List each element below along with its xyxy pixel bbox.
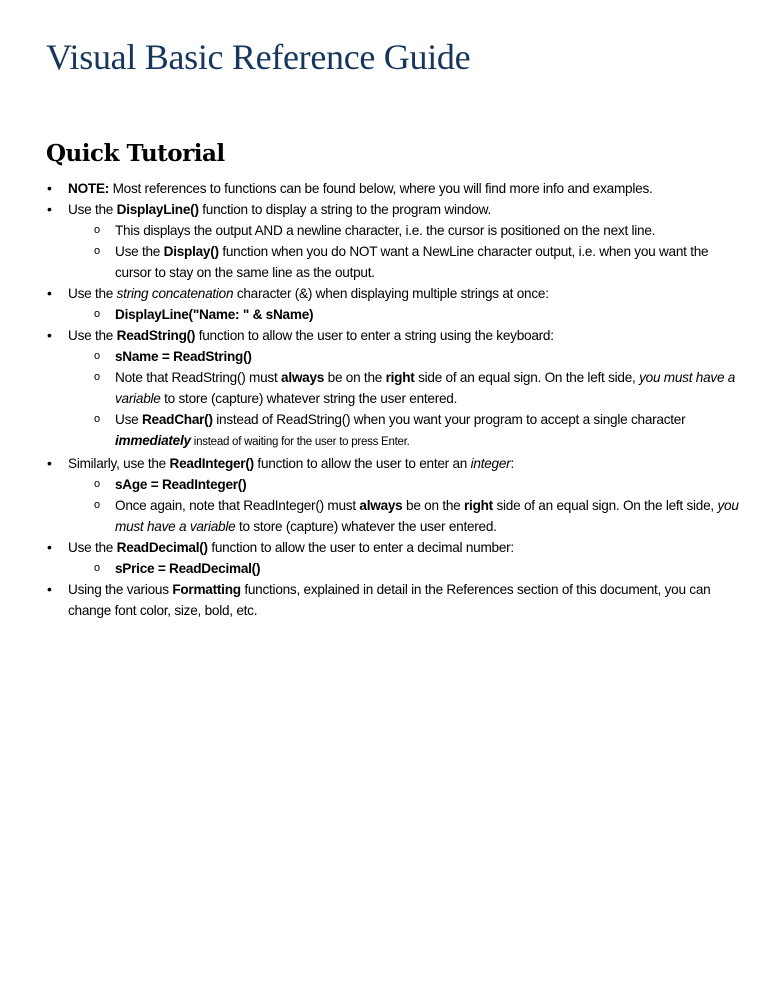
document-title: Visual Basic Reference Guide	[46, 37, 471, 77]
sub-bullet-item	[68, 558, 740, 579]
text-segment: instead of ReadString() when you want your program to accept a single character	[212, 412, 686, 427]
sub-bullet-item	[68, 346, 740, 367]
text-segment: Once again, note that ReadInteger() must	[115, 498, 360, 513]
bullet-item	[0, 283, 740, 325]
text-segment: Use the	[68, 202, 117, 217]
text-segment: Use the	[68, 540, 117, 555]
text-segment: function to allow the user to enter a string using the keyboard:	[195, 328, 554, 343]
italic-text: string concatenation	[116, 286, 234, 301]
text-segment: be on the	[324, 370, 386, 385]
text-segment: function to allow the user to enter an	[253, 456, 471, 471]
bold-text: ReadString()	[116, 328, 196, 343]
sub-bullet-item	[68, 474, 740, 495]
section-heading: Quick Tutorial	[46, 140, 225, 167]
text-segment: This displays the output AND a newline character, i.e. the cursor is positioned on the next line.	[115, 223, 656, 238]
sub-list	[68, 558, 740, 579]
bullet-item	[0, 537, 740, 579]
bold-text: right	[385, 370, 415, 385]
bullet-item	[0, 325, 740, 453]
text-segment: side of an equal sign. On the left side,	[492, 498, 718, 513]
bold-text: sName = ReadString()	[115, 349, 252, 364]
bold-text: ReadInteger()	[169, 456, 254, 471]
text-segment: Most references to functions can be found below, where you will find more info and examples.	[109, 181, 653, 196]
bold-text: always	[359, 498, 403, 513]
sub-bullet-item	[68, 409, 740, 453]
italic-text: integer	[470, 456, 511, 471]
text-segment: Using the various	[68, 582, 173, 597]
bold-text: NOTE:	[68, 181, 110, 196]
sub-list	[68, 474, 740, 537]
tutorial-list	[0, 178, 740, 621]
bullet-item	[0, 178, 740, 199]
sub-bullet-item	[68, 220, 740, 241]
text-segment: to store (capture) whatever string the user entered.	[160, 391, 458, 406]
text-segment: Use	[115, 412, 142, 427]
sub-bullet-item	[68, 495, 740, 537]
bold-text: Formatting	[172, 582, 241, 597]
text-segment: function to allow the user to enter a decimal number:	[207, 540, 514, 555]
text-segment: Note that ReadString() must	[115, 370, 282, 385]
text-segment: instead of waiting for the user to press Enter.	[190, 436, 410, 448]
bold-text: DisplayLine()	[116, 202, 199, 217]
bullet-item	[0, 453, 740, 537]
bold-text: DisplayLine("Name: " & sName)	[115, 307, 314, 322]
italic-text: you must have a variable	[115, 498, 739, 534]
text-segment: Use the	[68, 328, 117, 343]
text-segment: side of an equal sign. On the left side,	[414, 370, 640, 385]
bold-text: right	[464, 498, 493, 513]
text-segment: function when you do NOT want a NewLine character output, i.e. when you want the cursor to stay on the same line as the output.	[115, 244, 709, 280]
text-segment: to store (capture) whatever the user entered.	[235, 519, 497, 534]
bold-text: ReadDecimal()	[116, 540, 208, 555]
bold-text: Display()	[163, 244, 219, 259]
sub-list	[68, 220, 740, 283]
bold-text: sPrice = ReadDecimal()	[115, 561, 261, 576]
text-segment: function to display a string to the program window.	[198, 202, 492, 217]
text-segment: functions, explained in detail in the References section of this document, you can change font color, size, bold, etc.	[68, 582, 711, 618]
italic-text: you must have a variable	[115, 370, 736, 406]
sub-list	[68, 304, 740, 325]
text-segment: Similarly, use the	[68, 456, 170, 471]
bold-text: immediately	[115, 433, 191, 448]
text-segment: Use the	[68, 286, 117, 301]
bullet-item	[0, 199, 740, 283]
bold-text: always	[281, 370, 325, 385]
text-segment: character (&) when displaying multiple strings at once:	[233, 286, 549, 301]
bold-text: ReadChar()	[141, 412, 213, 427]
sub-list	[68, 346, 740, 453]
sub-bullet-item	[68, 367, 740, 409]
bullet-item	[0, 579, 740, 621]
sub-bullet-item	[68, 304, 740, 325]
text-segment: be on the	[402, 498, 464, 513]
text-segment: Use the	[115, 244, 164, 259]
text-segment: :	[510, 456, 514, 471]
sub-bullet-item	[68, 241, 740, 283]
bold-text: sAge = ReadInteger()	[115, 477, 247, 492]
